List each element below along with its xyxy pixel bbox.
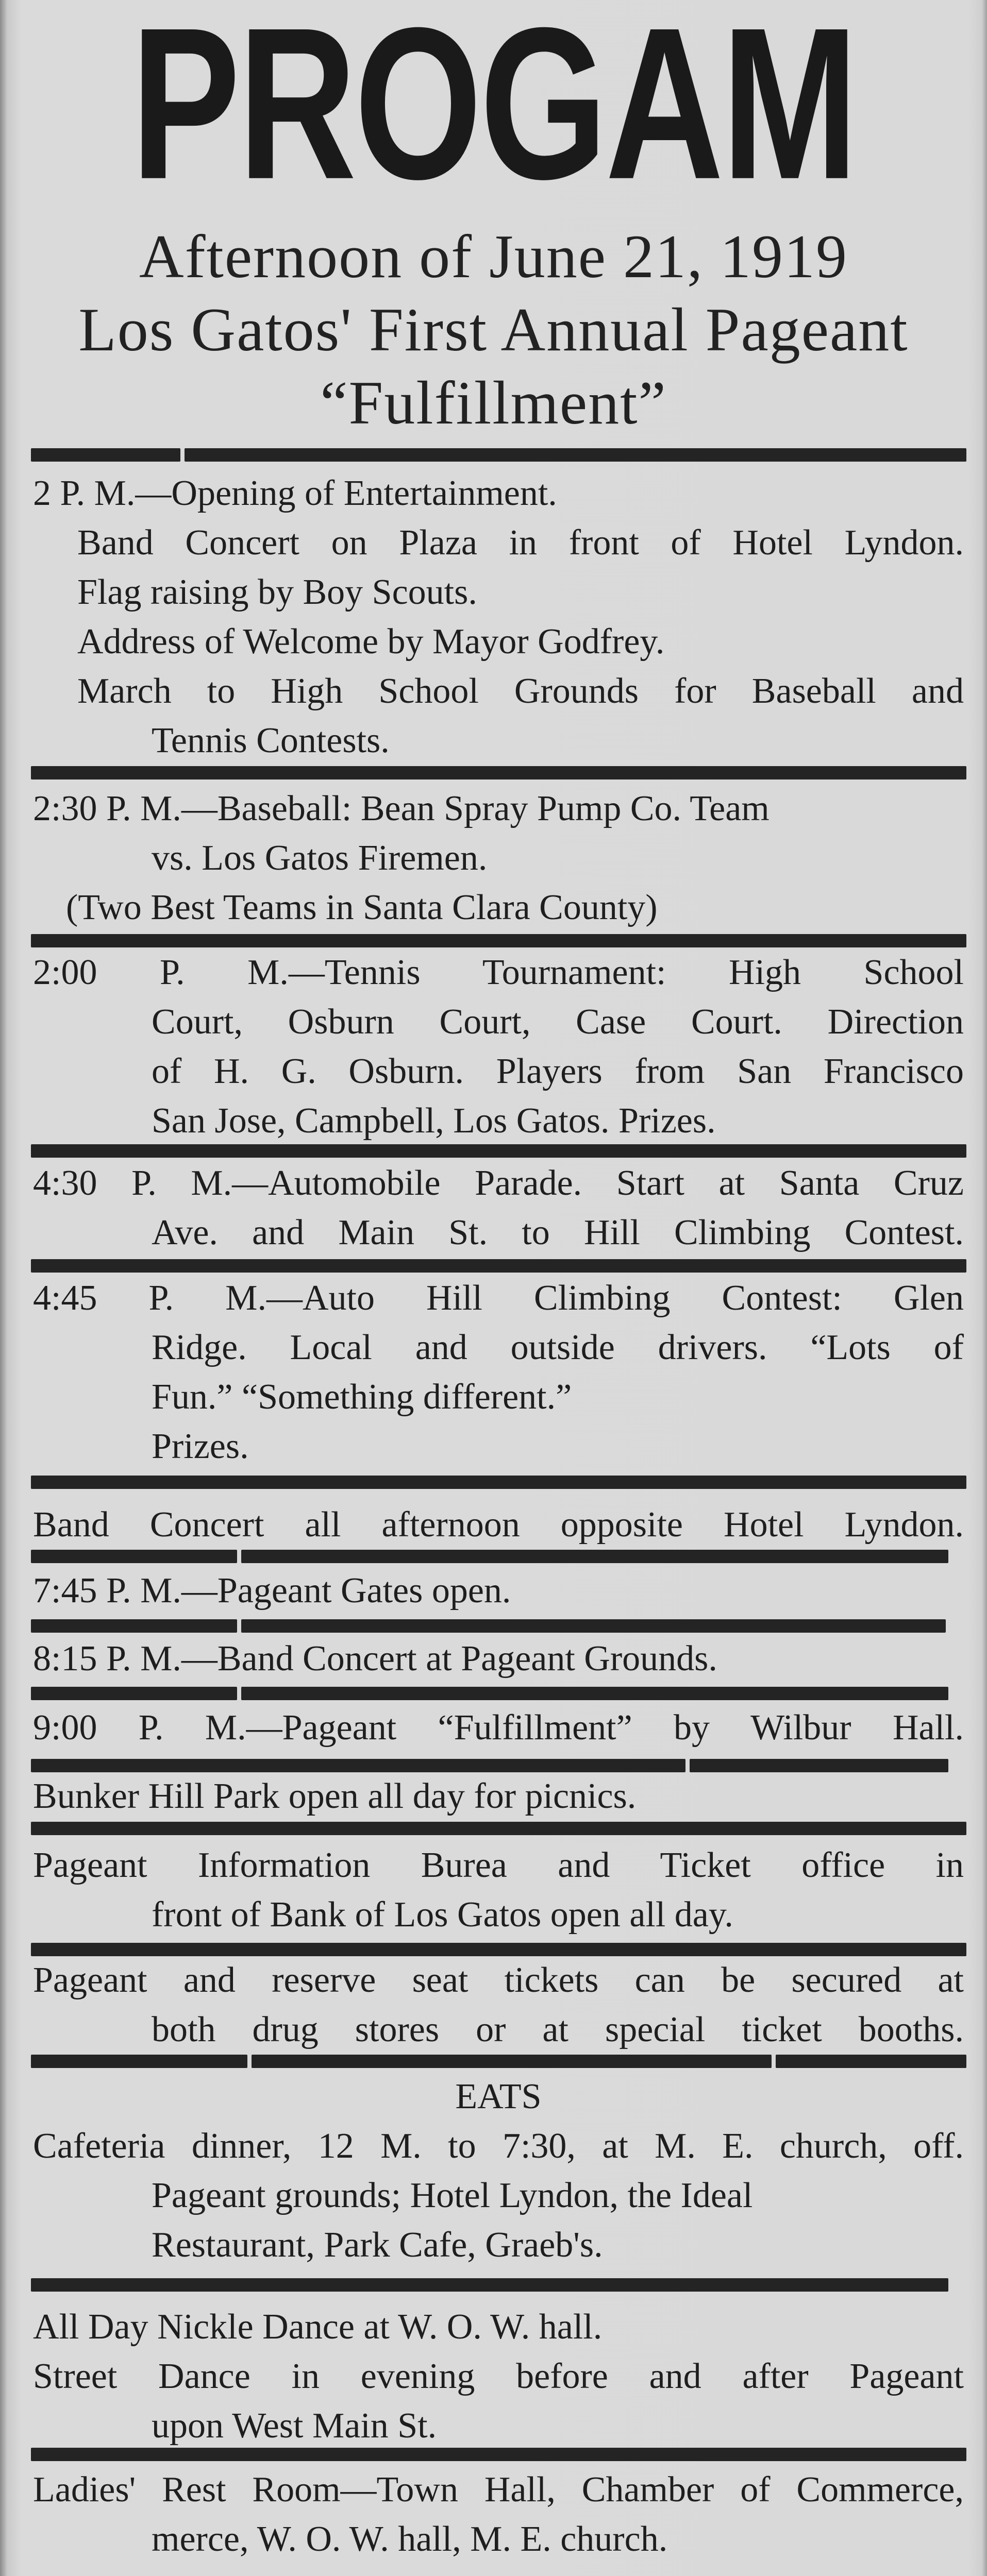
program-line: Pageant and reserve seat tickets can be secured at	[33, 1960, 964, 2000]
divider-rule	[31, 1144, 966, 1158]
program-line: 2:30 P. M.—Baseball: Bean Spray Pump Co. Team	[33, 789, 769, 828]
program-line: Restaurant, Park Cafe, Graeb's.	[152, 2225, 603, 2265]
divider-rule	[31, 448, 966, 462]
divider-rule	[31, 934, 966, 947]
divider-rule	[31, 2055, 966, 2068]
divider-rule	[31, 1550, 948, 1563]
program-line: 7:45 P. M.—Pageant Gates open.	[33, 1571, 511, 1611]
program-line: Address of Welcome by Mayor Godfrey.	[77, 622, 665, 662]
eats-heading: EATS	[455, 2077, 542, 2116]
program-line: (Two Best Teams in Santa Clara County)	[66, 888, 658, 927]
program-line: Court, Osburn Court, Case Court. Direction	[152, 1002, 964, 1042]
program-line: 4:30 P. M.—Automobile Parade. Start at Santa Cruz	[33, 1163, 964, 1203]
program-line: 8:15 P. M.—Band Concert at Pageant Grounds.	[33, 1639, 717, 1679]
program-item-eats	[33, 2072, 964, 2270]
divider-rule	[31, 2448, 966, 2461]
program-line: All Day Nickle Dance at W. O. W. hall.	[33, 2307, 603, 2347]
program-line: Fun.” “Something different.”	[152, 1377, 572, 1417]
program-item-picnics	[33, 1772, 964, 1821]
program-line: of H. G. Osburn. Players from San Francisco	[152, 1052, 964, 1091]
program-line: Bunker Hill Park open all day for picnics.	[33, 1776, 637, 1816]
program-line: Pageant grounds; Hotel Lyndon, the Ideal	[152, 2176, 753, 2215]
program-line: San Jose, Campbell, Los Gatos. Prizes.	[152, 1101, 716, 1141]
subtitle-pageant-name: “Fulfillment”	[320, 368, 667, 437]
program-line: front of Bank of Los Gatos open all day.	[152, 1895, 733, 1935]
divider-rule	[31, 1759, 948, 1772]
program-line: Band Concert all afternoon opposite Hotel Lyndon.	[33, 1505, 964, 1545]
program-title: PROGAM	[131, 0, 856, 225]
program-line: Band Concert on Plaza in front of Hotel Lyndon.	[77, 523, 964, 563]
program-item-info-office	[33, 1841, 964, 1940]
program-item-auto-parade	[33, 1159, 964, 1258]
program-line: 2 P. M.—Opening of Entertainment.	[33, 473, 557, 513]
program-line: 9:00 P. M.—Pageant “Fulfillment” by Wilbur Hall.	[33, 1708, 964, 1748]
program-line: Pageant Information Burea and Ticket office in	[33, 1845, 964, 1885]
program-line: upon West Main St.	[152, 2406, 437, 2446]
program-item-baseball	[33, 784, 964, 933]
divider-rule	[31, 1822, 966, 1835]
program-item-band-grounds	[33, 1634, 964, 1684]
divider-rule	[31, 766, 966, 779]
program-line: both drug stores or at special ticket booths.	[152, 2010, 964, 2049]
subtitle-date: Afternoon of June 21, 1919	[139, 222, 848, 291]
program-line: 2:00 P. M.—Tennis Tournament: High School	[33, 953, 964, 992]
program-line: 4:45 P. M.—Auto Hill Climbing Contest: Glen	[33, 1278, 964, 1318]
program-line: Ridge. Local and outside drivers. “Lots of	[152, 1328, 964, 1367]
program-item-dances	[33, 2302, 964, 2451]
program-item-gates	[33, 1566, 964, 1616]
program-line: vs. Los Gatos Firemen.	[152, 838, 488, 878]
divider-rule	[31, 1259, 966, 1273]
program-line: Prizes.	[152, 1427, 249, 1466]
program-line: Ladies' Rest Room—Town Hall, Chamber of Commerce,	[33, 2470, 964, 2510]
program-line: Flag raising by Boy Scouts.	[77, 572, 477, 612]
divider-rule	[31, 1943, 966, 1956]
program-line: Cafeteria dinner, 12 M. to 7:30, at M. E. church, off.	[33, 2126, 964, 2166]
program-item-tickets	[33, 1956, 964, 2055]
program-item-pageant	[33, 1703, 964, 1753]
program-item-band-concert	[33, 1500, 964, 1550]
program-line: Ave. and Main St. to Hill Climbing Contest.	[152, 1213, 964, 1252]
divider-rule	[31, 2278, 948, 2292]
program-line: merce, W. O. W. hall, M. E. church.	[152, 2519, 668, 2559]
program-item-opening	[33, 469, 964, 766]
divider-rule	[31, 1619, 946, 1633]
program-item-rest-room	[33, 2465, 964, 2564]
program-line: Tennis Contests.	[152, 721, 390, 760]
divider-rule	[31, 1687, 948, 1700]
program-line: Street Dance in evening before and after Pageant	[33, 2357, 964, 2396]
program-item-tennis	[33, 948, 964, 1146]
subtitle-event: Los Gatos' First Annual Pageant	[78, 295, 909, 364]
program-item-hill-climb	[33, 1274, 964, 1471]
program-line: March to High School Grounds for Baseball and	[77, 671, 964, 711]
divider-rule	[31, 1476, 966, 1489]
